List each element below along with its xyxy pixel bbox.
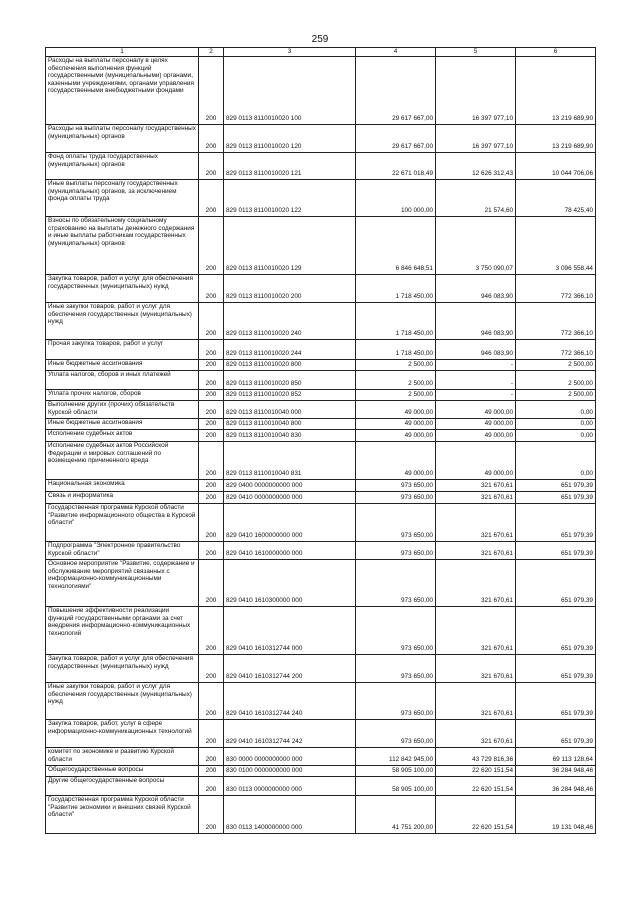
row-executed-cell: 321 670,61 [436,607,516,655]
table-row [46,303,596,340]
row-approved-cell: 1 718 450,00 [356,275,436,303]
row-executed-cell: 321 670,61 [436,683,516,720]
row-kbk-cell: 829 0113 8110010020 129 [224,217,356,275]
row-name-cell: Иные бюджетные ассигнования [46,419,199,430]
row-code-cell: 200 [199,371,224,390]
row-code-cell: 200 [199,748,224,766]
row-name-cell: Государственная программа Курской области "Развитие экономики и внешних связей Курской области" [46,796,199,834]
table-row [46,720,596,748]
row-remaining-cell: 772 366,10 [516,303,596,340]
row-remaining-cell: 651 979,39 [516,492,596,504]
row-remaining-cell: 3 096 558,44 [516,217,596,275]
row-approved-cell: 29 617 667,00 [356,57,436,125]
row-name-cell: Фонд оплаты труда государственных (муниципальных) органов [46,153,199,180]
row-remaining-cell: 36 284 948,46 [516,766,596,777]
row-executed-cell: 321 670,61 [436,542,516,560]
row-code-cell: 200 [199,796,224,834]
column-header: 3 [224,48,356,57]
row-remaining-cell: 651 979,39 [516,655,596,683]
table-row [46,442,596,480]
row-name-cell: Другие общегосударственные вопросы [46,777,199,796]
row-code-cell: 200 [199,777,224,796]
row-executed-cell: 321 670,61 [436,560,516,607]
row-code-cell: 200 [199,125,224,153]
row-name-cell: Повышение эффективности реализации функций государственными органами за счет внедрения информационно-коммуникационных технологий [46,607,199,655]
table-row [46,542,596,560]
row-kbk-cell: 829 0113 8110010040 831 [224,442,356,480]
row-name-cell: Иные бюджетные ассигнования [46,360,199,371]
row-kbk-cell: 829 0410 1610312744 240 [224,683,356,720]
row-remaining-cell: 36 284 948,46 [516,777,596,796]
row-kbk-cell: 829 0113 8110010020 121 [224,153,356,180]
table-row [46,360,596,371]
row-approved-cell: 973 650,00 [356,480,436,492]
column-header: 4 [356,48,436,57]
row-kbk-cell: 829 0410 0000000000 000 [224,492,356,504]
table-row [46,217,596,275]
page-number: 259 [311,34,329,45]
row-remaining-cell: 0,00 [516,401,596,419]
row-kbk-cell: 830 0100 0000000000 000 [224,766,356,777]
row-kbk-cell: 829 0410 1610300000 000 [224,560,356,607]
row-code-cell: 200 [199,180,224,217]
row-kbk-cell: 829 0113 8110010020 240 [224,303,356,340]
table-row [46,683,596,720]
row-code-cell: 200 [199,607,224,655]
table-row [46,57,596,125]
row-approved-cell: 2 500,00 [356,390,436,401]
table-row [46,796,596,834]
table-row [46,371,596,390]
row-remaining-cell: 651 979,39 [516,504,596,542]
row-approved-cell: 29 617 667,00 [356,125,436,153]
row-remaining-cell: 69 113 128,64 [516,748,596,766]
row-executed-cell: 43 729 816,36 [436,748,516,766]
table-row [46,430,596,442]
row-name-cell: Взносы по обязательному социальному страхованию на выплаты денежного содержания и иные выплаты работникам государственных (муниципальных) органов [46,217,199,275]
row-approved-cell: 973 650,00 [356,492,436,504]
row-approved-cell: 41 751 200,00 [356,796,436,834]
row-kbk-cell: 829 0113 8110010040 800 [224,419,356,430]
row-remaining-cell: 772 366,10 [516,340,596,360]
row-executed-cell: 946 083,90 [436,340,516,360]
table-row [46,560,596,607]
table-row [46,340,596,360]
row-remaining-cell: 651 979,39 [516,542,596,560]
row-executed-cell: 321 670,61 [436,480,516,492]
row-remaining-cell: 2 500,00 [516,371,596,390]
row-name-cell: Иные закупки товаров, работ и услуг для обеспечения государственных (муниципальных) нужд [46,303,199,340]
table-row [46,492,596,504]
row-kbk-cell: 829 0113 8110010040 000 [224,401,356,419]
row-remaining-cell: 651 979,39 [516,560,596,607]
row-code-cell: 200 [199,275,224,303]
row-kbk-cell: 829 0113 8110010020 850 [224,371,356,390]
row-code-cell: 200 [199,655,224,683]
row-remaining-cell: 13 219 689,90 [516,57,596,125]
row-remaining-cell: 13 219 689,90 [516,125,596,153]
row-kbk-cell: 829 0113 8110010020 122 [224,180,356,217]
table-row [46,401,596,419]
row-name-cell: Иные закупки товаров, работ и услуг для обеспечения государственных (муниципальных) нужд [46,683,199,720]
table-row [46,419,596,430]
row-code-cell: 200 [199,57,224,125]
column-header: 1 [46,48,199,57]
row-executed-cell: - [436,371,516,390]
row-remaining-cell: 651 979,39 [516,683,596,720]
row-kbk-cell: 829 0113 8110010020 244 [224,340,356,360]
row-code-cell: 200 [199,492,224,504]
row-kbk-cell: 829 0113 8110010020 800 [224,360,356,371]
row-kbk-cell: 829 0410 1610312744 200 [224,655,356,683]
row-name-cell: Связь и информатика [46,492,199,504]
row-executed-cell: 16 397 977,10 [436,57,516,125]
row-kbk-cell: 829 0410 1610000000 000 [224,542,356,560]
row-remaining-cell: 0,00 [516,442,596,480]
row-name-cell: Выполнение других (прочих) обязательств Курской области [46,401,199,419]
row-approved-cell: 973 650,00 [356,683,436,720]
table-body [46,57,596,834]
row-kbk-cell: 829 0113 8110010040 830 [224,430,356,442]
row-executed-cell: 16 397 977,10 [436,125,516,153]
row-name-cell: Общегосударственные вопросы [46,766,199,777]
table-row [46,748,596,766]
row-executed-cell: 321 670,61 [436,504,516,542]
row-code-cell: 200 [199,340,224,360]
table-row [46,180,596,217]
row-remaining-cell: 772 366,10 [516,275,596,303]
row-code-cell: 200 [199,419,224,430]
row-approved-cell: 2 500,00 [356,360,436,371]
row-approved-cell: 49 000,00 [356,430,436,442]
row-kbk-cell: 829 0410 1600000000 000 [224,504,356,542]
row-executed-cell: 49 000,00 [436,430,516,442]
row-executed-cell: 321 670,61 [436,492,516,504]
row-executed-cell: 49 000,00 [436,401,516,419]
budget-table [45,47,596,834]
row-kbk-cell: 829 0410 1610312744 242 [224,720,356,748]
row-kbk-cell: 829 0113 8110010020 852 [224,390,356,401]
row-remaining-cell: 19 131 048,46 [516,796,596,834]
row-remaining-cell: 0,00 [516,430,596,442]
row-approved-cell: 49 000,00 [356,401,436,419]
row-remaining-cell: 78 425,40 [516,180,596,217]
row-remaining-cell: 10 044 706,06 [516,153,596,180]
row-remaining-cell: 0,00 [516,419,596,430]
row-kbk-cell: 829 0113 8110010020 100 [224,57,356,125]
row-approved-cell: 973 650,00 [356,720,436,748]
table-row [46,777,596,796]
column-header: 5 [436,48,516,57]
row-executed-cell: 49 000,00 [436,442,516,480]
table-row [46,480,596,492]
row-code-cell: 200 [199,504,224,542]
row-code-cell: 200 [199,153,224,180]
row-approved-cell: 973 650,00 [356,655,436,683]
row-kbk-cell: 830 0113 1400000000 000 [224,796,356,834]
table-header-row [46,48,596,57]
row-remaining-cell: 651 979,39 [516,480,596,492]
row-kbk-cell: 830 0113 0000000000 000 [224,777,356,796]
row-executed-cell: 22 620 151,54 [436,777,516,796]
row-name-cell: Национальная экономика [46,480,199,492]
row-approved-cell: 1 718 450,00 [356,340,436,360]
row-approved-cell: 22 671 018,49 [356,153,436,180]
row-approved-cell: 973 650,00 [356,560,436,607]
row-name-cell: Закупка товаров, работ, услуг в сфере информационно-коммуникационных технологий [46,720,199,748]
row-executed-cell: 22 620 151,54 [436,766,516,777]
row-kbk-cell: 829 0410 1610312744 000 [224,607,356,655]
row-executed-cell: - [436,360,516,371]
row-approved-cell: 49 000,00 [356,419,436,430]
row-approved-cell: 58 905 100,00 [356,777,436,796]
row-name-cell: Государственная программа Курской области "Развитие информационного общества в Курской области" [46,504,199,542]
row-code-cell: 200 [199,560,224,607]
table-row [46,766,596,777]
row-name-cell: Расходы на выплаты персоналу в целях обеспечения выполнения функций государственными (муниципальными) органами, казенными учреждениями, органами управления государственными внебюджетными фондами [46,57,199,125]
column-header: 2 [199,48,224,57]
row-kbk-cell: 830 0000 0000000000 000 [224,748,356,766]
row-approved-cell: 973 650,00 [356,504,436,542]
table-row [46,390,596,401]
row-approved-cell: 58 905 100,00 [356,766,436,777]
row-name-cell: Иные выплаты персоналу государственных (муниципальных) органов, за исключением фонда оплаты труда [46,180,199,217]
row-kbk-cell: 829 0113 8110010020 120 [224,125,356,153]
row-kbk-cell: 829 0400 0000000000 000 [224,480,356,492]
row-approved-cell: 6 846 648,51 [356,217,436,275]
row-executed-cell: 3 750 090,07 [436,217,516,275]
row-approved-cell: 973 650,00 [356,542,436,560]
row-code-cell: 200 [199,683,224,720]
row-approved-cell: 973 650,00 [356,607,436,655]
table-row [46,607,596,655]
row-code-cell: 200 [199,766,224,777]
row-remaining-cell: 2 500,00 [516,360,596,371]
table-row [46,504,596,542]
row-name-cell: Закупка товаров, работ и услуг для обеспечения государственных (муниципальных) нужд [46,655,199,683]
row-approved-cell: 2 500,00 [356,371,436,390]
row-executed-cell: 321 670,61 [436,655,516,683]
row-code-cell: 200 [199,217,224,275]
row-kbk-cell: 829 0113 8110010020 200 [224,275,356,303]
row-name-cell: Закупка товаров, работ и услуг для обеспечения государственных (муниципальных) нужд [46,275,199,303]
row-executed-cell: 12 626 312,43 [436,153,516,180]
table-row [46,153,596,180]
row-name-cell: Прочая закупка товаров, работ и услуг [46,340,199,360]
row-executed-cell: 49 000,00 [436,419,516,430]
row-code-cell: 200 [199,542,224,560]
row-name-cell: Уплата налогов, сборов и иных платежей [46,371,199,390]
row-code-cell: 200 [199,401,224,419]
table-row [46,275,596,303]
row-code-cell: 200 [199,720,224,748]
row-name-cell: Основное мероприятие "Развитие, содержание и обслуживание мероприятий связанных с информационно-коммуникационными технологиями" [46,560,199,607]
table-row [46,655,596,683]
row-remaining-cell: 2 500,00 [516,390,596,401]
row-approved-cell: 49 000,00 [356,442,436,480]
row-executed-cell: 946 083,90 [436,275,516,303]
row-name-cell: Подпрограмма "Электронное правительство Курской области" [46,542,199,560]
row-code-cell: 200 [199,430,224,442]
row-executed-cell: 22 620 151,54 [436,796,516,834]
row-remaining-cell: 651 979,39 [516,720,596,748]
row-approved-cell: 112 842 945,00 [356,748,436,766]
row-executed-cell: 946 083,90 [436,303,516,340]
row-code-cell: 200 [199,480,224,492]
row-executed-cell: 321 670,61 [436,720,516,748]
row-remaining-cell: 651 979,39 [516,607,596,655]
column-header: 6 [516,48,596,57]
row-name-cell: Исполнение судебных актов [46,430,199,442]
row-name-cell: комитет по экономике и развитию Курской области [46,748,199,766]
row-code-cell: 200 [199,442,224,480]
row-code-cell: 200 [199,390,224,401]
row-code-cell: 200 [199,360,224,371]
row-approved-cell: 100 000,00 [356,180,436,217]
row-name-cell: Расходы на выплаты персоналу государственных (муниципальных) органов [46,125,199,153]
row-executed-cell: - [436,390,516,401]
row-executed-cell: 21 574,60 [436,180,516,217]
row-approved-cell: 1 718 450,00 [356,303,436,340]
row-code-cell: 200 [199,303,224,340]
table-row [46,125,596,153]
row-name-cell: Исполнение судебных актов Российской Федерации и мировых соглашений по возмещению причиненного вреда [46,442,199,480]
row-name-cell: Уплата прочих налогов, сборов [46,390,199,401]
